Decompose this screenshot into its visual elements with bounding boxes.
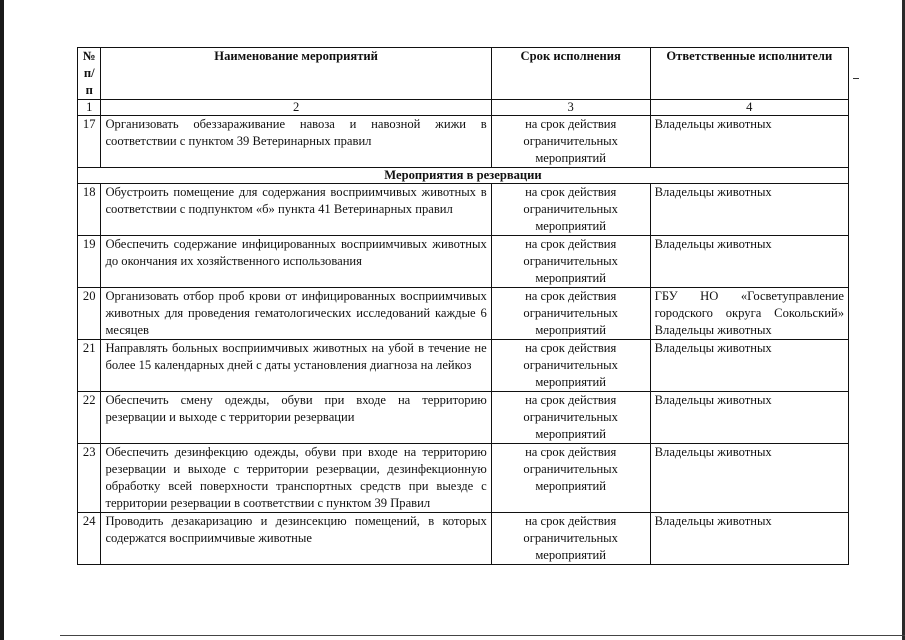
section-title: Мероприятия в резервации <box>78 168 849 184</box>
measures-table <box>77 47 849 565</box>
index-row <box>78 100 849 116</box>
index-cell: 2 <box>101 100 491 116</box>
row-term: на срок действия ограничительных мероприятий <box>491 513 650 565</box>
row-responsible: Владельцы животных <box>650 236 848 288</box>
header-name: Наименование мероприятий <box>101 48 491 100</box>
row-responsible: Владельцы животных <box>650 392 848 444</box>
table-row <box>78 236 849 288</box>
table-header-row <box>78 48 849 100</box>
row-name: Обеспечить содержание инфицированных восприимчивых животных до окончания их хозяйственного использования <box>101 236 491 288</box>
row-num: 17 <box>78 116 101 168</box>
row-name: Направлять больных восприимчивых животных на убой в течение не более 15 календарных дней с даты установления диагноза на лейкоз <box>101 340 491 392</box>
row-num: 24 <box>78 513 101 565</box>
row-num: 18 <box>78 184 101 236</box>
scan-speck <box>853 78 859 79</box>
scan-edge-bottom <box>60 635 905 636</box>
header-responsible: Ответственные исполнители <box>650 48 848 100</box>
table-row <box>78 116 849 168</box>
row-term: на срок действия ограничительных мероприятий <box>491 288 650 340</box>
row-responsible: Владельцы животных <box>650 340 848 392</box>
row-responsible: Владельцы животных <box>650 444 848 513</box>
row-responsible: Владельцы животных <box>650 116 848 168</box>
header-num: № п/п <box>78 48 101 100</box>
scan-edge-left <box>0 0 4 640</box>
index-cell: 1 <box>78 100 101 116</box>
row-name: Обустроить помещение для содержания восприимчивых животных в соответствии с подпунктом «б» пункта 41 Ветеринарных правил <box>101 184 491 236</box>
row-term: на срок действия ограничительных мероприятий <box>491 444 650 513</box>
row-name: Обеспечить смену одежды, обуви при входе на территорию резервации и выходе с территории резервации <box>101 392 491 444</box>
row-responsible: Владельцы животных <box>650 184 848 236</box>
row-name: Обеспечить дезинфекцию одежды, обуви при входе на территорию резервации и выходе с территории резервации, дезинфекционную обработку всей поверхности транспортных средств при выезде с территории резервации в соответствии с пунктом 39 Правил <box>101 444 491 513</box>
index-cell: 4 <box>650 100 848 116</box>
table-row <box>78 392 849 444</box>
row-term: на срок действия ограничительных мероприятий <box>491 116 650 168</box>
table-row <box>78 513 849 565</box>
table-row <box>78 288 849 340</box>
row-num: 22 <box>78 392 101 444</box>
row-term: на срок действия ограничительных мероприятий <box>491 184 650 236</box>
row-responsible: Владельцы животных <box>650 513 848 565</box>
table-row <box>78 184 849 236</box>
row-name: Организовать обеззараживание навоза и навозной жижи в соответствии с пунктом 39 Ветеринарных правил <box>101 116 491 168</box>
row-num: 20 <box>78 288 101 340</box>
row-term: на срок действия ограничительных мероприятий <box>491 340 650 392</box>
row-num: 19 <box>78 236 101 288</box>
index-cell: 3 <box>491 100 650 116</box>
section-row <box>78 168 849 184</box>
row-num: 21 <box>78 340 101 392</box>
row-term: на срок действия ограничительных мероприятий <box>491 392 650 444</box>
table-row <box>78 340 849 392</box>
table-row <box>78 444 849 513</box>
row-num: 23 <box>78 444 101 513</box>
row-term: на срок действия ограничительных мероприятий <box>491 236 650 288</box>
row-responsible: ГБУ НО «Госветуправление городского округа Сокольский» Владельцы животных <box>650 288 848 340</box>
row-name: Организовать отбор проб крови от инфицированных восприимчивых животных для проведения гематологических исследований каждые 6 месяцев <box>101 288 491 340</box>
row-name: Проводить дезакаризацию и дезинсекцию помещений, в которых содержатся восприимчивые животные <box>101 513 491 565</box>
header-term: Срок исполнения <box>491 48 650 100</box>
